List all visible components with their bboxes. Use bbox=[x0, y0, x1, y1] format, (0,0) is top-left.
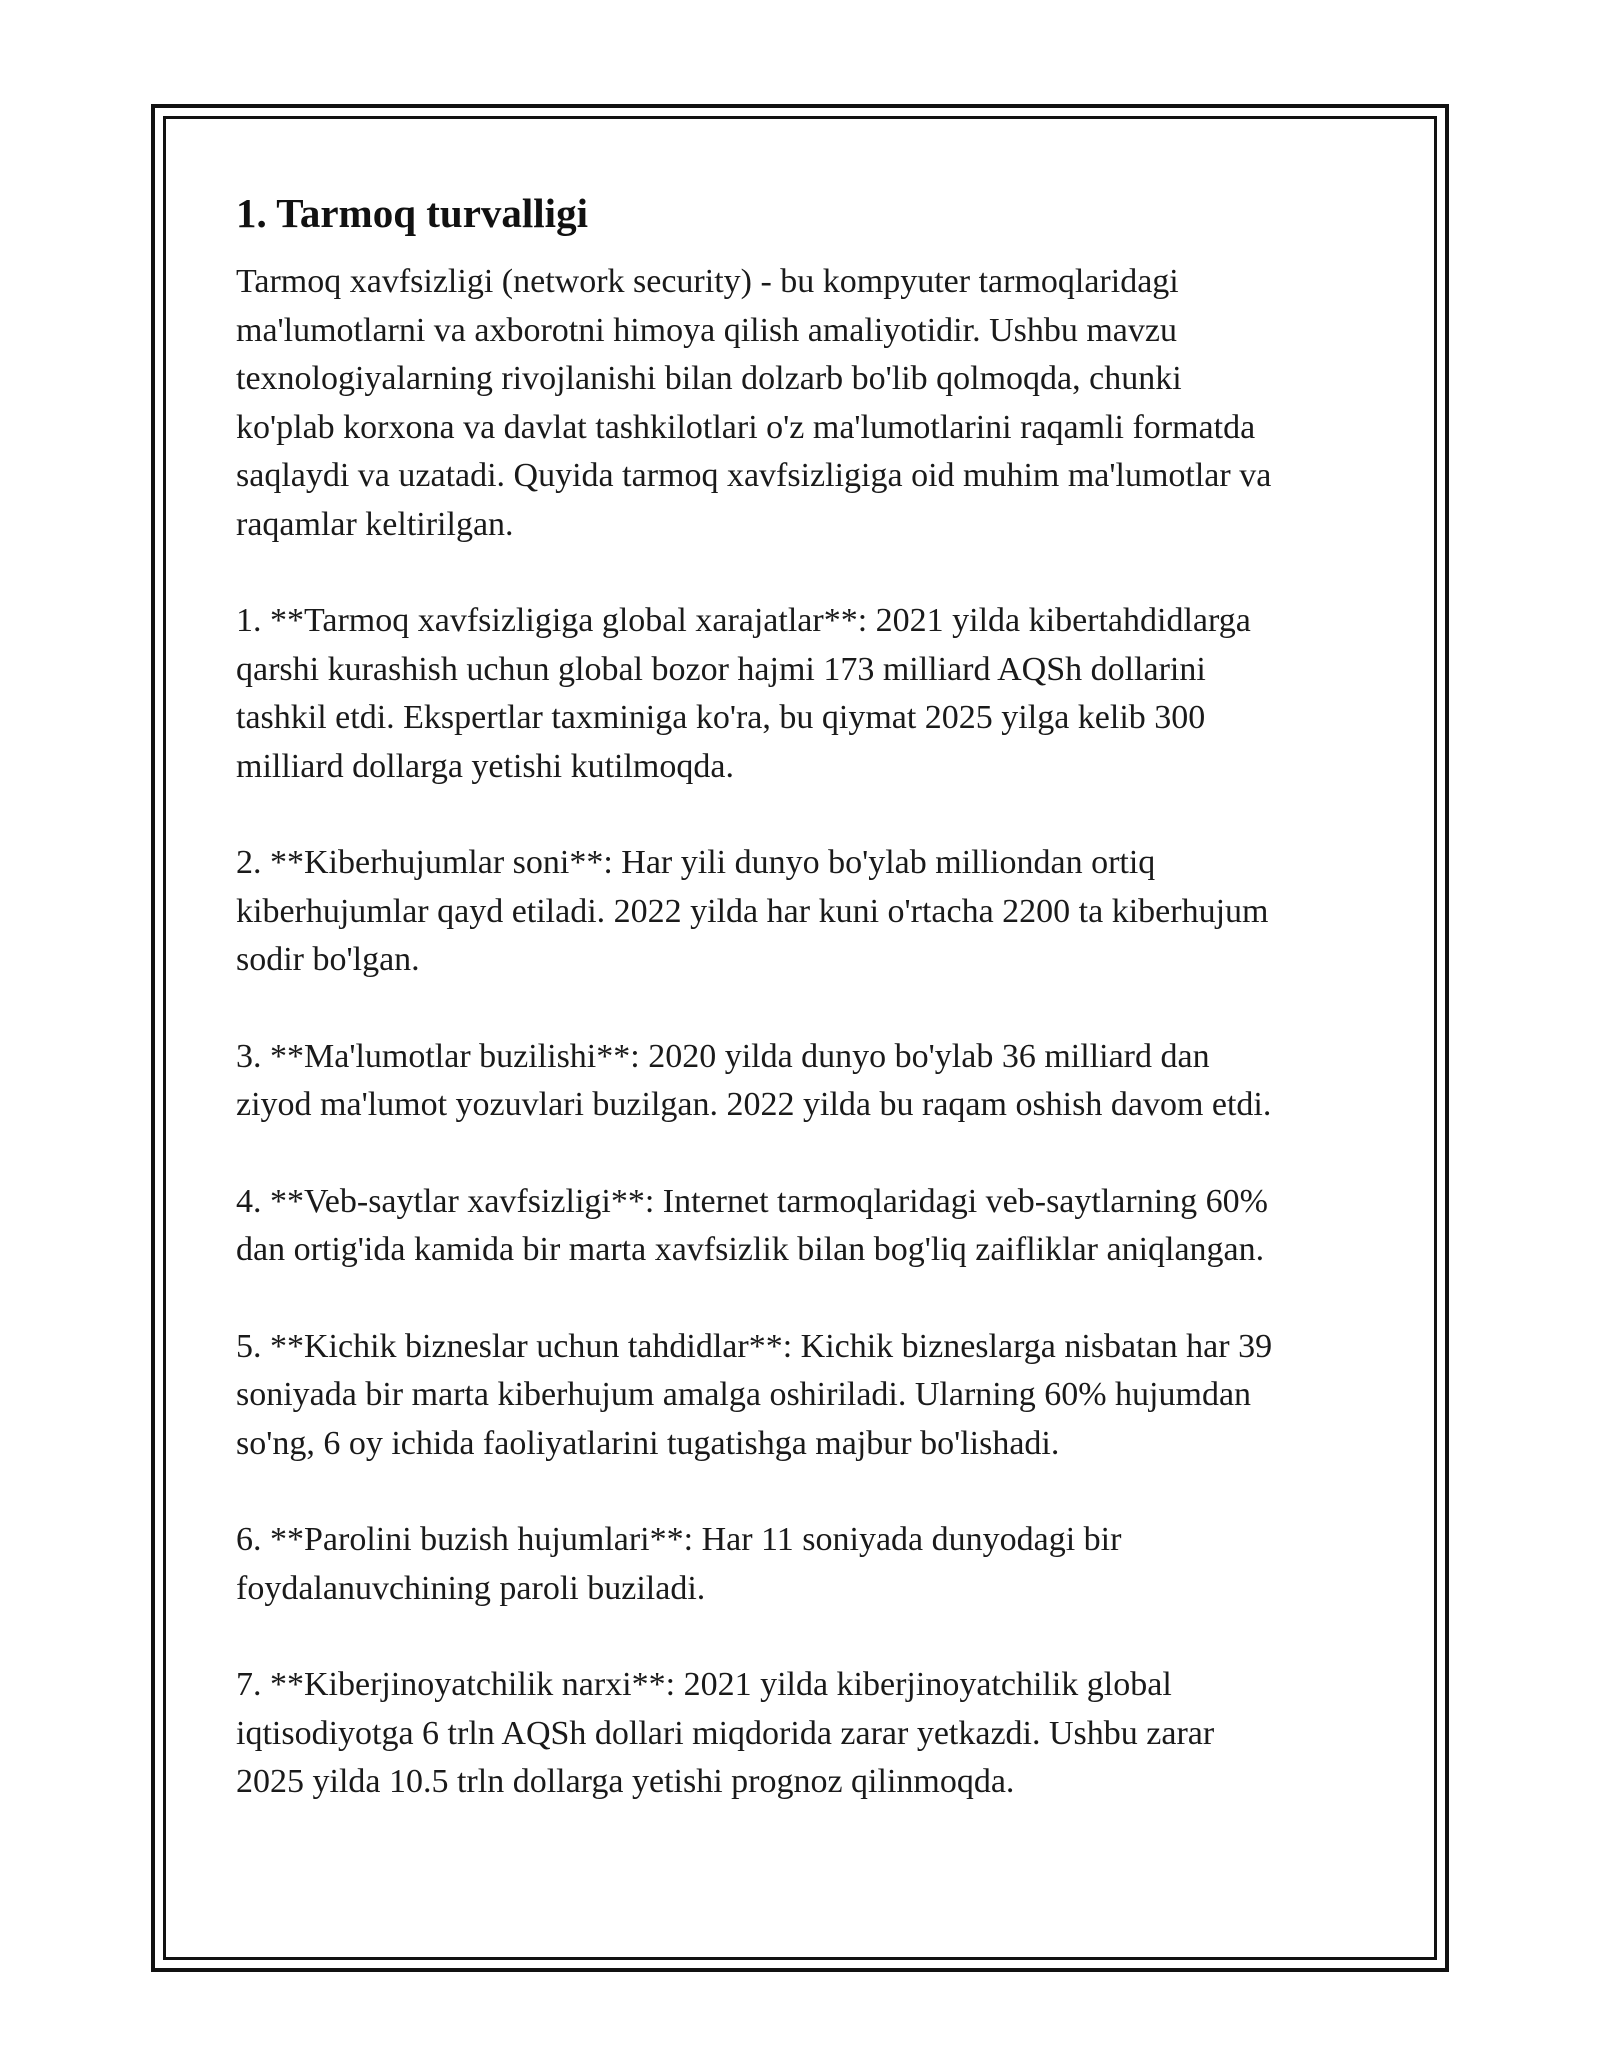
list-item-small-business-threats: 5. **Kichik bizneslar uchun tahdidlar**: Kichik bizneslarga nisbatan har 39 soniyada bir marta kiberhujum amalga oshiriladi. Ularning 60% hujumdan so'ng, 6 oy ichida faoliyatlarini tugatishga majbur bo'lishadi. bbox=[236, 1327, 1273, 1462]
section-title: 1. Tarmoq turvalligi bbox=[236, 190, 588, 236]
intro-paragraph: Tarmoq xavfsizligi (network security) - bu kompyuter tarmoqlaridagi ma'lumotlarni va axborotni himoya qilish amaliyotidir. Ushbu mavzu texnologiyalarning rivojlanishi bilan dolzarb bo'lib qolmoqda, chunki ko'plab korxona va davlat tashkilotlari o'z ma'lumotlarini raqamli formatda saqlaydi va uzatadi. Quyida tarmoq xavfsizligiga oid muhim ma'lumotlar va raqamlar keltirilgan. bbox=[236, 263, 1272, 543]
list-item-website-security: 4. **Veb-saytlar xavfsizligi**: Internet tarmoqlaridagi veb-saytlarning 60% dan ortig'ida kamida bir marta xavfsizlik bilan bog'liq zaifliklar aniqlangan. bbox=[236, 1182, 1268, 1268]
list-item-data-breaches: 3. **Ma'lumotlar buzilishi**: 2020 yilda dunyo bo'ylab 36 milliard dan ziyod ma'lumot yozuvlari buzilgan. 2022 yilda bu raqam oshish davom etdi. bbox=[236, 1037, 1272, 1123]
document-body bbox=[236, 188, 1366, 1807]
list-item-cyberattack-count: 2. **Kiberhujumlar soni**: Har yili dunyo bo'ylab milliondan ortiq kiberhujumlar qayd etiladi. 2022 yilda har kuni o'rtacha 2200 ta kiberhujum sodir bo'lgan. bbox=[236, 844, 1269, 978]
list-item-password-attacks: 6. **Parolini buzish hujumlari**: Har 11 soniyada dunyodagi bir foydalanuvchining paroli buziladi. bbox=[236, 1521, 1122, 1607]
list-item-global-spending: 1. **Tarmoq xavfsizligiga global xarajatlar**: 2021 yilda kibertahdidlarga qarshi kurashish uchun global bozor hajmi 173 milliard AQSh dollarini tashkil etdi. Ekspertlar taxminiga ko'ra, bu qiymat 2025 yilga kelib 300 milliard dollarga yetishi kutilmoqda. bbox=[236, 602, 1251, 785]
list-item-cybercrime-cost: 7. **Kiberjinoyatchilik narxi**: 2021 yilda kiberjinoyatchilik global iqtisodiyotga 6 trln AQSh dollari miqdorida zarar yetkazdi. Ushbu zarar 2025 yilda 10.5 trln dollarga yetishi prognoz qilinmoqda. bbox=[236, 1666, 1215, 1800]
